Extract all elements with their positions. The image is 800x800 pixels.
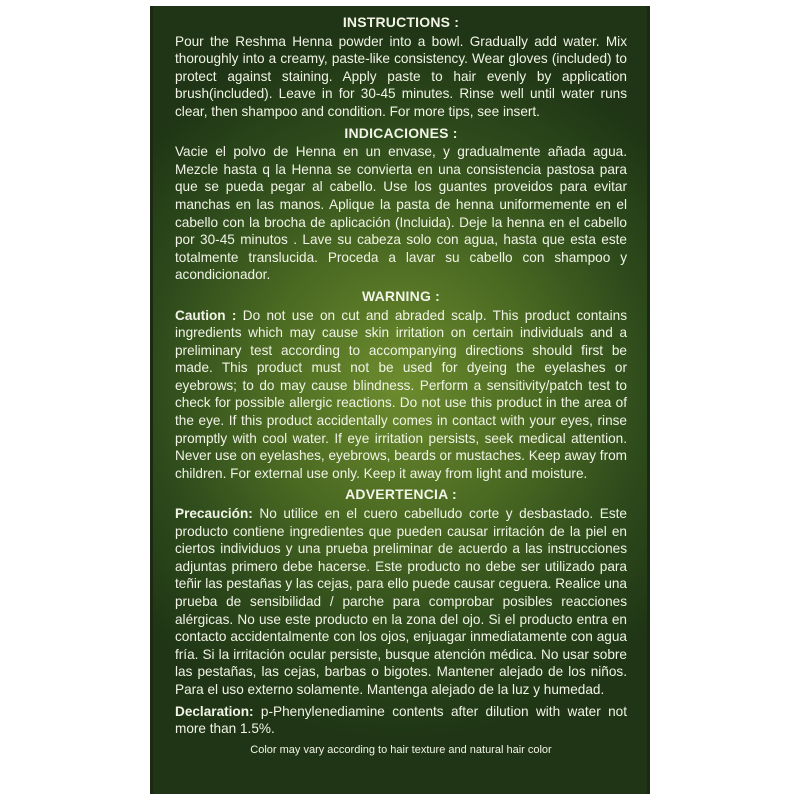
warning-paragraph xyxy=(175,307,627,483)
indicaciones-heading: INDICACIONES : xyxy=(344,124,458,141)
instructions-section xyxy=(175,14,627,121)
advertencia-paragraph xyxy=(175,505,627,699)
warning-text: Do not use on cut and abraded scalp. This product contains ingredients which may cause skin irritation on certain individuals and a preliminary test according to accompanying directions should first be made. This product must not be used for dyeing the eyelashes or eyebrows; to do may cause blindness. Perform a sensitivity/patch test to check for possible allergic reactions. Do not use this product in the area of the eye. If this product accidentally comes in contact with your eyes, rinse promptly with cool water. If eye irritation persists, seek medical attention. Never use on eyelashes, eyebrows, beards or mustaches. Keep away from children. For external use only. Keep it away from light and moisture. xyxy=(175,307,627,481)
indicaciones-text: Vacie el polvo de Henna en un envase, y gradualmente añada agua. Mezcle hasta q la Henna se convierta en una consistencia pastosa para que se pueda pegar al cabello. Use los guantes proveidos para evitar manchas en las manos. Aplique la pasta de henna uniformemente en el cabello con la brocha de aplicación (Incluida). Deje la henna en el cabello por 30-45 minutos . Lave su cabeza solo con agua, hasta que esta este totalmente translucida. Proceda a lavar su cabello con shampoo y acondicionador. xyxy=(175,144,627,283)
declaration-paragraph xyxy=(175,703,627,738)
warning-section xyxy=(175,288,627,483)
advertencia-text: No utilice en el cuero cabelludo corte y desbastado. Este producto contiene ingredientes que pueden causar irritación de la piel en ciertos individuos y una prueba preliminar de acuerdo a las instrucciones adjuntas primero debe hacerse. Este producto no debe ser utilizado para teñir las pestañas y las cejas, para ello puede causar ceguera. Realice una prueba de sensibilidad / parche para comprobar posibles reacciones alérgicas. No use este producto en la zona del ojo. Si el producto entra en contacto accidentalmente con los ojos, enjuagar inmediatamente con agua fría. Si la irritación ocular persiste, busque atención médica. No usar sobre las pestañas, las cejas, barbas o bigotes. Mantener alejado de los niños. Para el uso externo solamente. Mantenga alejado de la luz y humedad. xyxy=(175,506,627,697)
warning-heading: WARNING : xyxy=(361,287,440,304)
indicaciones-section xyxy=(175,125,627,284)
instructions-text: Pour the Reshma Henna powder into a bowl. Gradually add water. Mix thoroughly into a creamy, paste-like consistency. Wear gloves (included) to protect against staining. Apply paste to hair evenly by application brush(included). Leave in for 30-45 minutes. Rinse well until water runs clear, then shampoo and condition. For more tips, see insert. xyxy=(175,33,627,119)
color-disclaimer: Color may vary according to hair texture and natural hair color xyxy=(250,743,552,756)
instructions-heading: INSTRUCTIONS : xyxy=(342,14,460,30)
caution-label: Caution : xyxy=(175,307,237,323)
precaucion-label: Precaución: xyxy=(175,506,253,522)
declaration-label: Declaration: xyxy=(175,703,254,719)
declaration-text: p-Phenylenediamine contents after dilution with water not more than 1.5%. xyxy=(175,703,627,737)
package-back-panel xyxy=(150,6,650,794)
advertencia-section xyxy=(175,486,627,698)
advertencia-heading: ADVERTENCIA : xyxy=(345,486,457,503)
